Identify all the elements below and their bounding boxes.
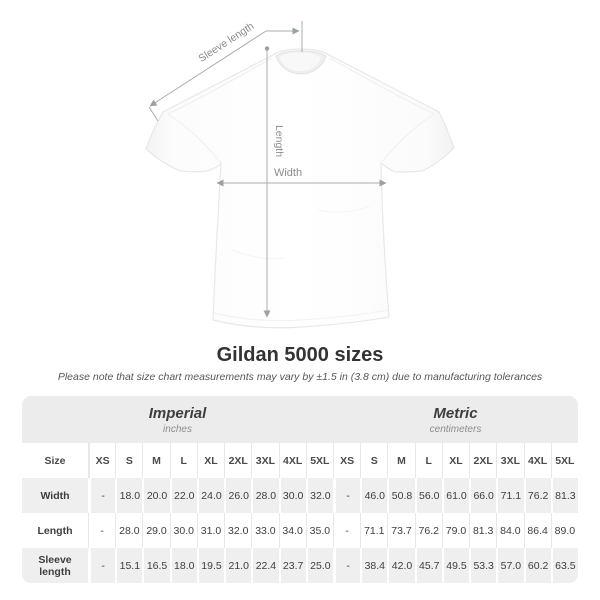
table-cell: - [333, 478, 360, 513]
table-cell: 28.0 [115, 513, 142, 548]
table-cell: 34.0 [279, 513, 306, 548]
table-cell: 32.0 [306, 478, 333, 513]
row-label: Width [22, 478, 88, 513]
table-cell: - [88, 548, 115, 583]
table-cell: 79.0 [442, 513, 469, 548]
table-cell: 63.5 [551, 548, 578, 583]
table-cell: 60.2 [524, 548, 551, 583]
table-cell: 16.5 [142, 548, 169, 583]
table-cell: 81.3 [469, 513, 496, 548]
row-label: Length [22, 513, 88, 548]
width-label: Width [273, 167, 303, 179]
table-cell: 15.1 [115, 548, 142, 583]
table-cell: 26.0 [224, 478, 251, 513]
size-header-cell: L [415, 443, 442, 478]
table-cell: 30.0 [279, 478, 306, 513]
table-cell: 56.0 [415, 478, 442, 513]
table-cell: 66.0 [469, 478, 496, 513]
table-body [22, 478, 578, 583]
table-cell: 22.4 [251, 548, 278, 583]
table-cell: 38.4 [360, 548, 387, 583]
size-header-cell: 3XL [251, 443, 278, 478]
table-cell: 76.2 [415, 513, 442, 548]
page-title: Gildan 5000 sizes [216, 344, 384, 366]
table-cell: 53.3 [469, 548, 496, 583]
table-cell: 86.4 [524, 513, 551, 548]
size-header-cell: XL [442, 443, 469, 478]
size-header-cell: L [170, 443, 197, 478]
shoulder-point-dot [265, 46, 269, 50]
table-cell: 30.0 [170, 513, 197, 548]
table-cell: 71.1 [360, 513, 387, 548]
table-cell: 29.0 [142, 513, 169, 548]
table-cell: - [333, 548, 360, 583]
table-row [22, 478, 578, 513]
metric-label: Metric [433, 404, 478, 422]
table-cell: 18.0 [115, 478, 142, 513]
table-cell: - [88, 478, 115, 513]
imperial-group-header [22, 396, 333, 443]
size-header-cell: XS [88, 443, 115, 478]
table-cell: 57.0 [496, 548, 523, 583]
length-label: Length [273, 124, 285, 158]
metric-unit-label: centimeters [429, 423, 482, 435]
table-cell: 84.0 [496, 513, 523, 548]
imperial-unit-label: inches [163, 423, 192, 435]
table-cell: 81.3 [551, 478, 578, 513]
tshirt-illustration [146, 49, 454, 328]
size-header-cell: XL [197, 443, 224, 478]
table-cell: 22.0 [170, 478, 197, 513]
table-cell: - [88, 513, 115, 548]
table-cell: 19.5 [197, 548, 224, 583]
table-cell: 71.1 [496, 478, 523, 513]
tolerance-note: Please note that size chart measurements may vary by ±1.5 in (3.8 cm) due to manufacturing tolerances [57, 371, 543, 383]
table-cell: 32.0 [224, 513, 251, 548]
size-header-row [22, 443, 578, 478]
size-header-cell: XS [333, 443, 360, 478]
imperial-label: Imperial [148, 404, 207, 422]
row-label: Sleeve length [22, 548, 88, 583]
size-header-cell: 2XL [469, 443, 496, 478]
table-row [22, 548, 578, 583]
table-cell: 28.0 [251, 478, 278, 513]
size-header-cell: S [360, 443, 387, 478]
size-header-cell: 4XL [279, 443, 306, 478]
table-cell: 24.0 [197, 478, 224, 513]
table-cell: 61.0 [442, 478, 469, 513]
table-cell: 89.0 [551, 513, 578, 548]
title-block [0, 344, 600, 383]
size-header-cell: 2XL [224, 443, 251, 478]
size-header-cell: 5XL [551, 443, 578, 478]
table-cell: 76.2 [524, 478, 551, 513]
size-header-cell: 4XL [524, 443, 551, 478]
table-cell: 18.0 [170, 548, 197, 583]
metric-group-header [333, 396, 578, 443]
table-cell: 21.0 [224, 548, 251, 583]
size-header-cell: M [142, 443, 169, 478]
size-corner-label: Size [22, 443, 88, 478]
table-cell: 46.0 [360, 478, 387, 513]
size-header-cell: S [115, 443, 142, 478]
table-cell: 33.0 [251, 513, 278, 548]
table-cell: 20.0 [142, 478, 169, 513]
table-cell: 45.7 [415, 548, 442, 583]
table-cell: 73.7 [387, 513, 414, 548]
size-header-cell: M [387, 443, 414, 478]
unit-group-header-row [22, 396, 578, 443]
table-cell: 50.8 [387, 478, 414, 513]
table-cell: 49.5 [442, 548, 469, 583]
size-header-cell: 5XL [306, 443, 333, 478]
sleeve-length-label: Sleeve length [196, 20, 257, 65]
size-header-cell: 3XL [496, 443, 523, 478]
size-table [22, 396, 578, 583]
table-cell: 23.7 [279, 548, 306, 583]
sleeve-corner-tick [149, 107, 158, 121]
table-cell: 35.0 [306, 513, 333, 548]
table-cell: 25.0 [306, 548, 333, 583]
table-cell: - [333, 513, 360, 548]
table-row [22, 513, 578, 548]
table-cell: 31.0 [197, 513, 224, 548]
table-cell: 42.0 [387, 548, 414, 583]
